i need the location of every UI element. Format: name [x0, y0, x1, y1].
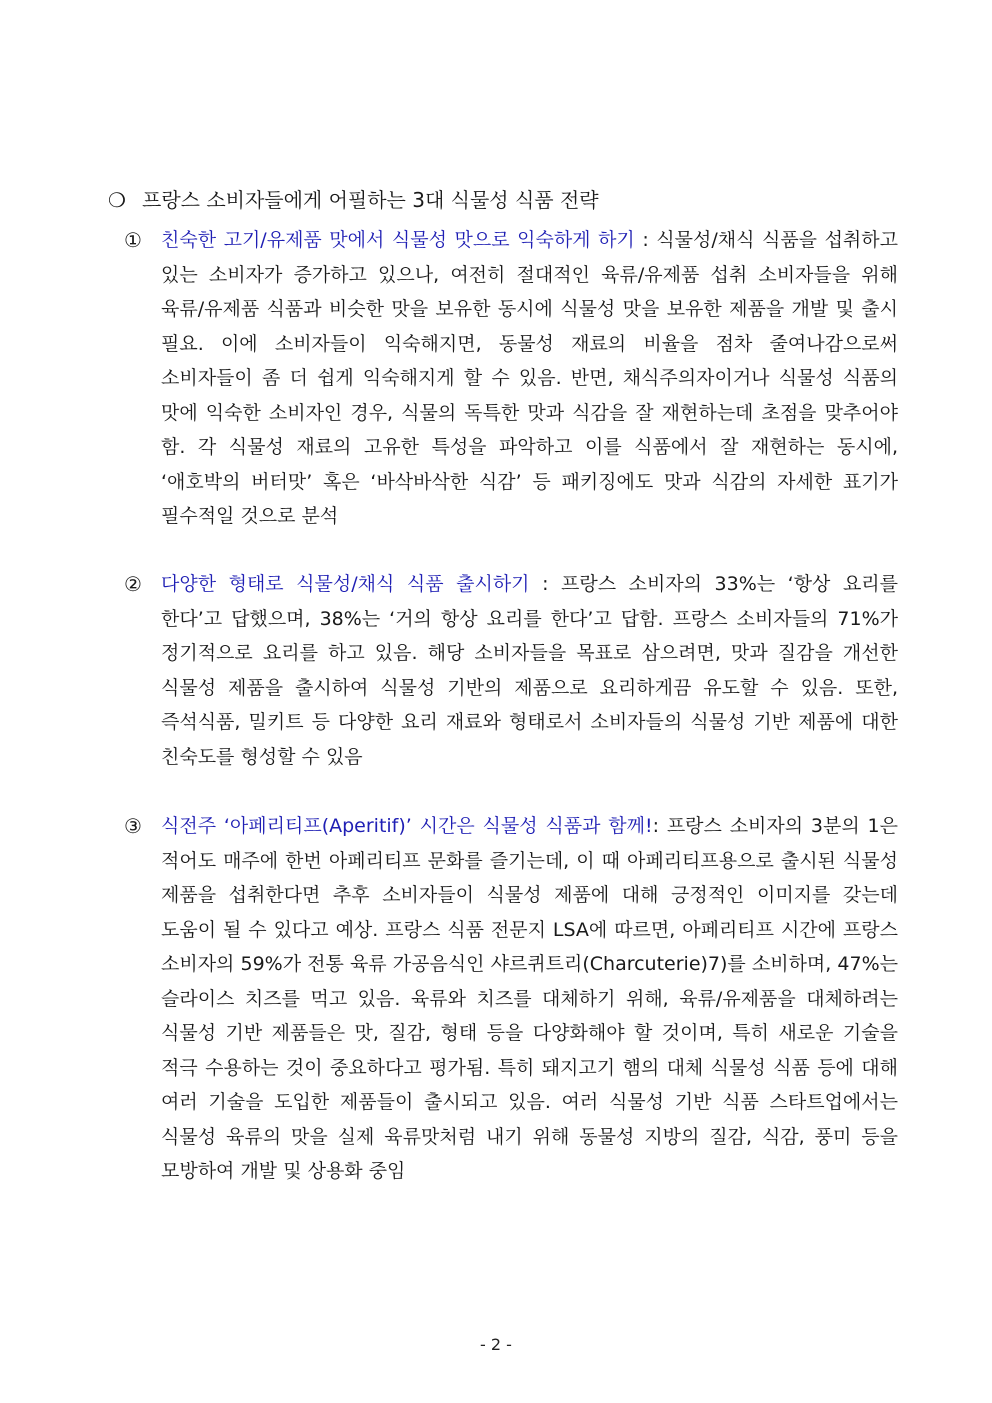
strategy-item-1 [124, 223, 898, 534]
section-heading [108, 186, 908, 214]
item-separator: : [652, 815, 667, 837]
item-title: 다양한 형태로 식물성/채식 식품 출시하기 [161, 573, 530, 595]
item-number: ③ [124, 814, 142, 838]
item-separator: : [529, 573, 562, 595]
page-number: - 2 - [480, 1335, 512, 1354]
section-heading-text: 프랑스 소비자들에게 어필하는 3대 식물성 식품 전략 [142, 188, 599, 212]
item-paragraph [161, 567, 898, 774]
item-title: 친숙한 고기/유제품 맛에서 식물성 맛으로 익숙하게 하기 [161, 229, 635, 251]
item-body-text: 프랑스 소비자의 33%는 ‘항상 요리를 한다’고 답했으며, 38%는 ‘거의 항상 요리를 한다’고 답함. 프랑스 소비자들의 71%가 정기적으로 요리를 하고 있음. 해당 소비자들을 목표로 삼으려면, 맛과 질감을 개선한 식물성 제품을 출시하여 식물성 기반의 제품으로 요리하게끔 유도할 수 있음. 또한, 즉석식품, 밀키트 등 다양한 요리 재료와 형태로서 소비자들의 식물성 기반 제품에 대한 친숙도를 형성할 수 있음 [161, 573, 899, 768]
strategy-item-3 [124, 809, 898, 1189]
item-body-text: 식물성/채식 식품을 섭취하고 있는 소비자가 증가하고 있으나, 여전히 절대적인 육류/유제품 섭취 소비자들을 위해 육류/유제품 식품과 비슷한 맛을 보유한 동시에 식물성 맛을 보유한 제품을 개발 및 출시 필요. 이에 소비자들이 익숙해지면, 동물성 재료의 비율을 점차 줄여나감으로써 소비자들이 좀 더 쉽게 익숙해지게 할 수 있음. 반면, 채식주의자이거나 식물성 식품의 맛에 익숙한 소비자인 경우, 식물의 독특한 맛과 식감을 잘 재현하는데 초점을 맞추어야 함. 각 식물성 재료의 고유한 특성을 파악하고 이를 식품에서 잘 재현하는 동시에, ‘애호박의 버터맛’ 혹은 ‘바삭바삭한 식감’ 등 패키징에도 맛과 식감의 자세한 표기가 필수적일 것으로 분석 [161, 229, 898, 527]
item-paragraph [161, 223, 898, 534]
item-body-text: 프랑스 소비자의 3분의 1은 적어도 매주에 한번 아페리티프 문화를 즐기는데, 이 때 아페리티프용으로 출시된 식물성 제품을 섭취한다면 추후 소비자들이 식물성 제품에 대해 긍정적인 이미지를 갖는데 도움이 될 수 있다고 예상. 프랑스 식품 전문지 LSA에 따르면, 아페리티프 시간에 프랑스 소비자의 59%가 전통 육류 가공음식인 샤르퀴트리(Charcuterie)7)를 소비하며, 47%는 슬라이스 치즈를 먹고 있음. 육류와 치즈를 대체하기 위해, 육류/유제품을 대체하려는 식물성 기반 제품들은 맛, 질감, 형태 등을 다양화해야 할 것이며, 특히 새로운 기술을 적극 수용하는 것이 중요하다고 평가됨. 특히 돼지고기 햄의 대체 식물성 식품 등에 대해 여러 기술을 도입한 제품들이 출시되고 있음. 여러 식물성 기반 식품 스타트업에서는 식물성 육류의 맛을 실제 육류맛처럼 내기 위해 동물성 지방의 질감, 식감, 풍미 등을 모방하여 개발 및 상용화 중임 [161, 815, 898, 1182]
item-number: ① [124, 228, 142, 252]
circle-bullet-icon: ❍ [108, 188, 126, 212]
item-paragraph [161, 809, 898, 1189]
item-title: 식전주 ‘아페리티프(Aperitif)’ 시간은 식물성 식품과 함께! [161, 815, 653, 837]
item-number: ② [124, 572, 142, 596]
strategy-item-2 [124, 567, 898, 774]
item-separator: : [634, 229, 657, 251]
